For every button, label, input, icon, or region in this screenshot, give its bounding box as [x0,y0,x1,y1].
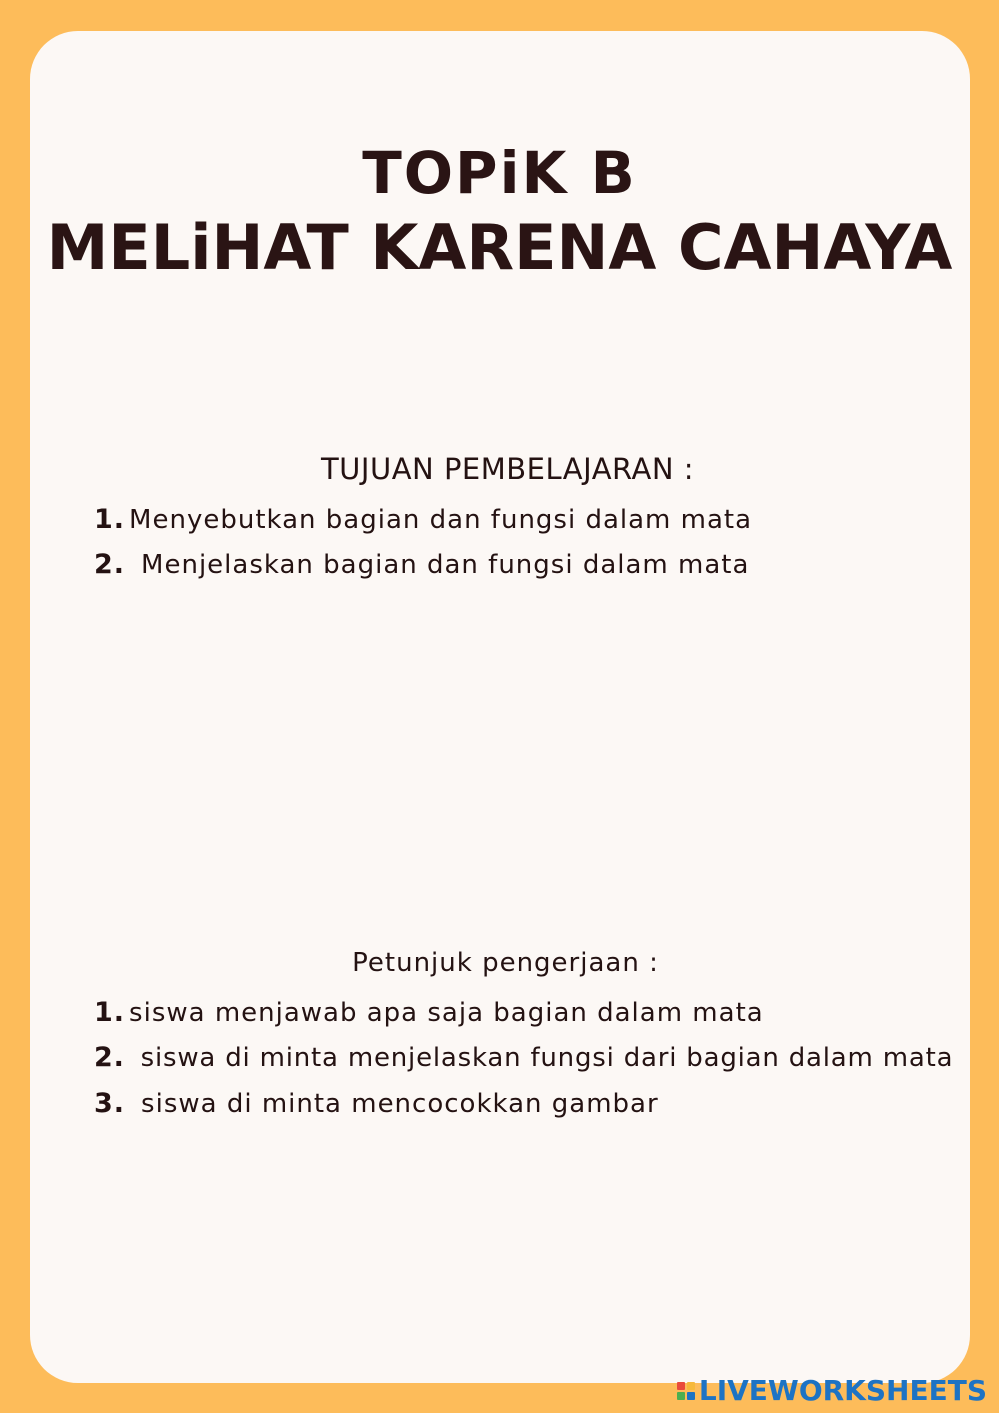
list-number: 1. [94,504,126,535]
list-text: Menjelaskan bagian dan fungsi dalam mata [141,550,750,580]
liveworksheets-logo-icon [677,1382,695,1400]
liveworksheets-watermark [677,1374,987,1407]
watermark-text: LIVEWORKSHEETS [698,1374,987,1407]
topic-label: TOPiK B [362,139,637,207]
instruction-item [94,1087,659,1121]
page-title: MELiHAT KARENA CAHAYA [46,211,953,284]
list-text: Menyebutkan bagian dan fungsi dalam mata [129,505,753,535]
list-text: siswa di minta menjelaskan fungsi dari bagian dalam mata [140,1043,954,1073]
list-number: 2. [94,1042,125,1073]
logo-square [677,1382,685,1390]
list-number: 3. [94,1088,126,1119]
instruction-item [94,996,764,1030]
instructions-heading: Petunjuk pengerjaan : [352,948,659,978]
instruction-item [94,1041,953,1075]
logo-square [687,1392,695,1400]
list-number: 2. [94,549,126,580]
logo-square [677,1392,685,1400]
list-number: 1. [94,997,126,1028]
list-text: siswa menjawab apa saja bagian dalam mata [129,998,764,1028]
list-text: siswa di minta mencocokkan gambar [141,1089,659,1119]
objectives-heading: TUJUAN PEMBELAJARAN : [320,452,695,486]
objective-item [94,548,749,582]
logo-square [687,1382,695,1390]
objective-item [94,503,752,537]
